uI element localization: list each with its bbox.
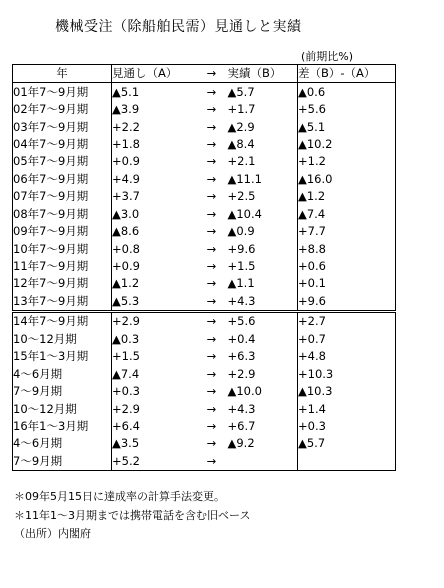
cell-arrow: → <box>206 259 217 274</box>
cell-forecast: +4.9 <box>112 171 140 186</box>
cell-arrow: → <box>206 331 217 346</box>
cell-actual: +2.9 <box>228 365 298 382</box>
cell-arrow: → <box>206 84 217 99</box>
table-row <box>13 223 396 240</box>
cell-forecast: +6.4 <box>112 418 140 433</box>
cell-actual: ▲0.9 <box>228 223 298 240</box>
cell-forecast: +0.9 <box>112 154 140 169</box>
cell-arrow: → <box>206 171 217 186</box>
footnote-source: （出所）内閣府 <box>14 527 91 540</box>
cell-diff: +7.7 <box>298 223 396 240</box>
cell-arrow: → <box>206 276 217 291</box>
cell-actual: ▲10.0 <box>228 383 298 400</box>
cell-actual: +9.6 <box>228 240 298 257</box>
cell-actual <box>228 453 298 471</box>
cell-forecast: +0.3 <box>112 384 140 399</box>
cell-diff: ▲10.2 <box>298 136 396 153</box>
cell-diff: +1.2 <box>298 153 396 170</box>
table-row <box>13 206 396 223</box>
cell-arrow: → <box>206 349 217 364</box>
cell-diff: ▲10.3 <box>298 383 396 400</box>
page-title: 機械受注（除船舶民需）見通しと実績 <box>55 19 302 35</box>
cell-forecast: +0.8 <box>112 241 140 256</box>
table-row <box>13 83 396 101</box>
cell-diff: +4.8 <box>298 348 396 365</box>
cell-actual: +5.6 <box>228 312 298 331</box>
cell-year: 06年7～9月期 <box>13 171 112 188</box>
cell-forecast: ▲8.6 <box>112 224 140 239</box>
cell-year: 05年7～9月期 <box>13 153 112 170</box>
table-row <box>13 331 396 348</box>
cell-diff: +0.7 <box>298 331 396 348</box>
cell-arrow: → <box>196 312 228 331</box>
header-diff: 差（B）-（A） <box>298 65 396 83</box>
cell-year: 10～12月期 <box>13 331 112 348</box>
header-year: 年 <box>13 65 112 83</box>
cell-year: 4～6月期 <box>13 435 112 452</box>
cell-year: 4～6月期 <box>13 365 112 382</box>
cell-arrow: → <box>206 206 217 221</box>
forecast-table <box>12 64 396 471</box>
cell-year: 16年1～3月期 <box>13 418 112 435</box>
cell-forecast: +1.5 <box>112 349 140 364</box>
cell-year: 14年7～9月期 <box>13 312 112 331</box>
cell-diff: +1.4 <box>298 400 396 417</box>
cell-year: 11年7～9月期 <box>13 258 112 275</box>
cell-arrow: → <box>206 102 217 117</box>
cell-arrow: → <box>206 119 217 134</box>
cell-arrow: → <box>206 401 217 416</box>
cell-diff: +9.6 <box>298 293 396 312</box>
table-row <box>13 188 396 205</box>
cell-forecast: ▲7.4 <box>112 366 140 381</box>
cell-forecast: +2.9 <box>112 401 140 416</box>
table-row <box>13 383 396 400</box>
table-row <box>13 275 396 292</box>
cell-forecast: +3.7 <box>112 189 140 204</box>
cell-year: 03年7～9月期 <box>13 118 112 135</box>
cell-diff: +0.6 <box>298 258 396 275</box>
cell-arrow: → <box>196 453 228 471</box>
table-row <box>13 293 396 312</box>
cell-year: 01年7～9月期 <box>13 83 112 101</box>
table-row <box>13 101 396 118</box>
cell-arrow: → <box>206 154 217 169</box>
cell-actual: +4.3 <box>228 400 298 417</box>
cell-actual: ▲5.7 <box>228 83 298 101</box>
cell-forecast: ▲5.1 <box>112 84 140 99</box>
cell-year: 02年7～9月期 <box>13 101 112 118</box>
table-row <box>13 136 396 153</box>
cell-diff: ▲1.2 <box>298 188 396 205</box>
cell-forecast: ▲3.0 <box>112 206 140 221</box>
cell-arrow: → <box>206 366 217 381</box>
cell-diff: +2.7 <box>298 312 396 331</box>
cell-diff: ▲0.6 <box>298 83 396 101</box>
unit-note: (前期比%) <box>301 50 354 63</box>
cell-forecast: ▲1.2 <box>112 276 140 291</box>
cell-actual: +1.5 <box>228 258 298 275</box>
table-row <box>13 453 396 471</box>
cell-arrow: → <box>206 384 217 399</box>
table-row <box>13 435 396 452</box>
cell-arrow: → <box>206 136 217 151</box>
cell-forecast: ▲5.3 <box>112 293 140 308</box>
table-row <box>13 171 396 188</box>
cell-actual: ▲8.4 <box>228 136 298 153</box>
cell-year: 10年7～9月期 <box>13 240 112 257</box>
table-row <box>13 118 396 135</box>
footnote-method-change: ＊09年5月15日に達成率の計算手法変更。 <box>14 490 225 503</box>
table-row <box>13 348 396 365</box>
cell-diff: ▲16.0 <box>298 171 396 188</box>
cell-actual: +6.3 <box>228 348 298 365</box>
cell-year: 09年7～9月期 <box>13 223 112 240</box>
cell-year: 13年7～9月期 <box>13 293 112 312</box>
cell-actual: +2.1 <box>228 153 298 170</box>
cell-actual: ▲1.1 <box>228 275 298 292</box>
cell-diff: ▲5.7 <box>298 435 396 452</box>
cell-actual: +0.4 <box>228 331 298 348</box>
header-actual: 実績（B） <box>228 65 298 83</box>
cell-diff: +8.8 <box>298 240 396 257</box>
cell-diff: +10.3 <box>298 365 396 382</box>
cell-actual: +2.5 <box>228 188 298 205</box>
cell-arrow: → <box>206 241 217 256</box>
cell-actual: +1.7 <box>228 101 298 118</box>
table-row <box>13 258 396 275</box>
cell-year: 12年7～9月期 <box>13 275 112 292</box>
header-forecast: 見通し（A） <box>112 65 196 83</box>
cell-diff: ▲5.1 <box>298 118 396 135</box>
footnotes <box>14 488 250 544</box>
cell-diff: +0.1 <box>298 275 396 292</box>
cell-forecast: ▲0.3 <box>112 331 140 346</box>
cell-diff: +5.6 <box>298 101 396 118</box>
cell-forecast: ▲3.5 <box>112 436 140 451</box>
cell-actual: +4.3 <box>228 293 298 312</box>
cell-year: 7～9月期 <box>13 453 112 471</box>
cell-year: 10～12月期 <box>13 400 112 417</box>
table-row <box>13 312 396 331</box>
table-row <box>13 400 396 417</box>
cell-year: 15年1～3月期 <box>13 348 112 365</box>
cell-actual: ▲2.9 <box>228 118 298 135</box>
cell-forecast: +5.2 <box>112 453 196 471</box>
header-row <box>13 65 396 83</box>
table-row <box>13 365 396 382</box>
cell-actual: ▲10.4 <box>228 206 298 223</box>
cell-forecast: +0.9 <box>112 259 140 274</box>
cell-year: 04年7～9月期 <box>13 136 112 153</box>
cell-year: 08年7～9月期 <box>13 206 112 223</box>
cell-arrow: → <box>206 418 217 433</box>
table-row <box>13 240 396 257</box>
cell-actual: ▲11.1 <box>228 171 298 188</box>
cell-diff: ▲7.4 <box>298 206 396 223</box>
cell-forecast: +2.2 <box>112 119 140 134</box>
cell-year: 7～9月期 <box>13 383 112 400</box>
cell-arrow: → <box>206 293 217 308</box>
cell-year: 07年7～9月期 <box>13 188 112 205</box>
cell-actual: ▲9.2 <box>228 435 298 452</box>
cell-forecast: +1.8 <box>112 136 140 151</box>
cell-arrow: → <box>206 224 217 239</box>
cell-diff: +0.3 <box>298 418 396 435</box>
table-row <box>13 418 396 435</box>
cell-forecast: +2.9 <box>112 312 196 331</box>
table-row <box>13 153 396 170</box>
header-arrow: → <box>196 65 228 83</box>
cell-arrow: → <box>206 436 217 451</box>
cell-diff <box>298 453 396 471</box>
cell-forecast: ▲3.9 <box>112 102 140 117</box>
cell-actual: +6.7 <box>228 418 298 435</box>
footnote-old-base: ＊11年1～3月期までは携帯電話を含む旧ベース <box>14 508 251 522</box>
cell-arrow: → <box>206 189 217 204</box>
